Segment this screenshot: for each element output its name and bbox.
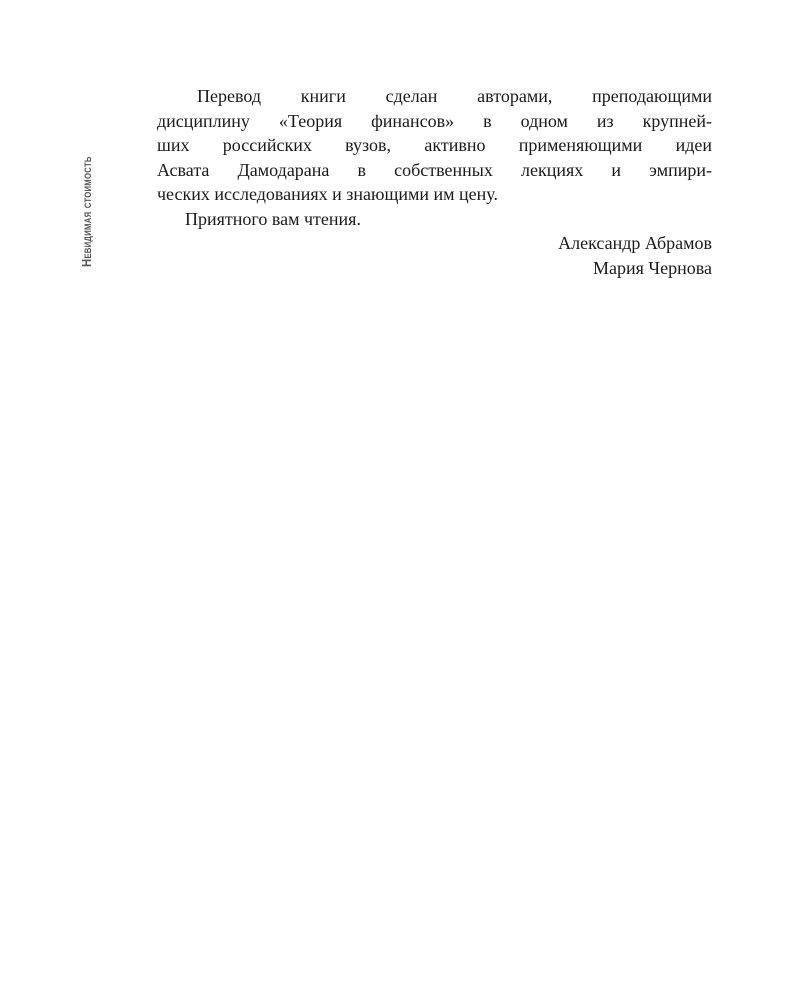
text-line: ших российских вузов, активно применяющими идеи bbox=[157, 135, 712, 155]
page-body bbox=[157, 84, 712, 280]
paragraph-closing: Приятного вам чтения. bbox=[185, 208, 361, 229]
running-head bbox=[79, 138, 95, 267]
signature-chernova: Мария Чернова bbox=[593, 257, 712, 278]
text-line: ческих исследованиях и знающими им цену. bbox=[157, 184, 498, 204]
signature-block bbox=[157, 231, 712, 280]
paragraph-translation bbox=[157, 84, 712, 207]
text-line: Асвата Дамодарана в собственных лекциях и эмпири- bbox=[157, 159, 712, 180]
running-head-title: Невидимая стоимость bbox=[79, 156, 94, 267]
signature-abramov: Александр Абрамов bbox=[558, 233, 712, 253]
text-line: Перевод книги сделан авторами, преподающими bbox=[197, 86, 712, 106]
text-line: дисциплину «Теория финансов» в одном из крупней- bbox=[157, 110, 712, 131]
